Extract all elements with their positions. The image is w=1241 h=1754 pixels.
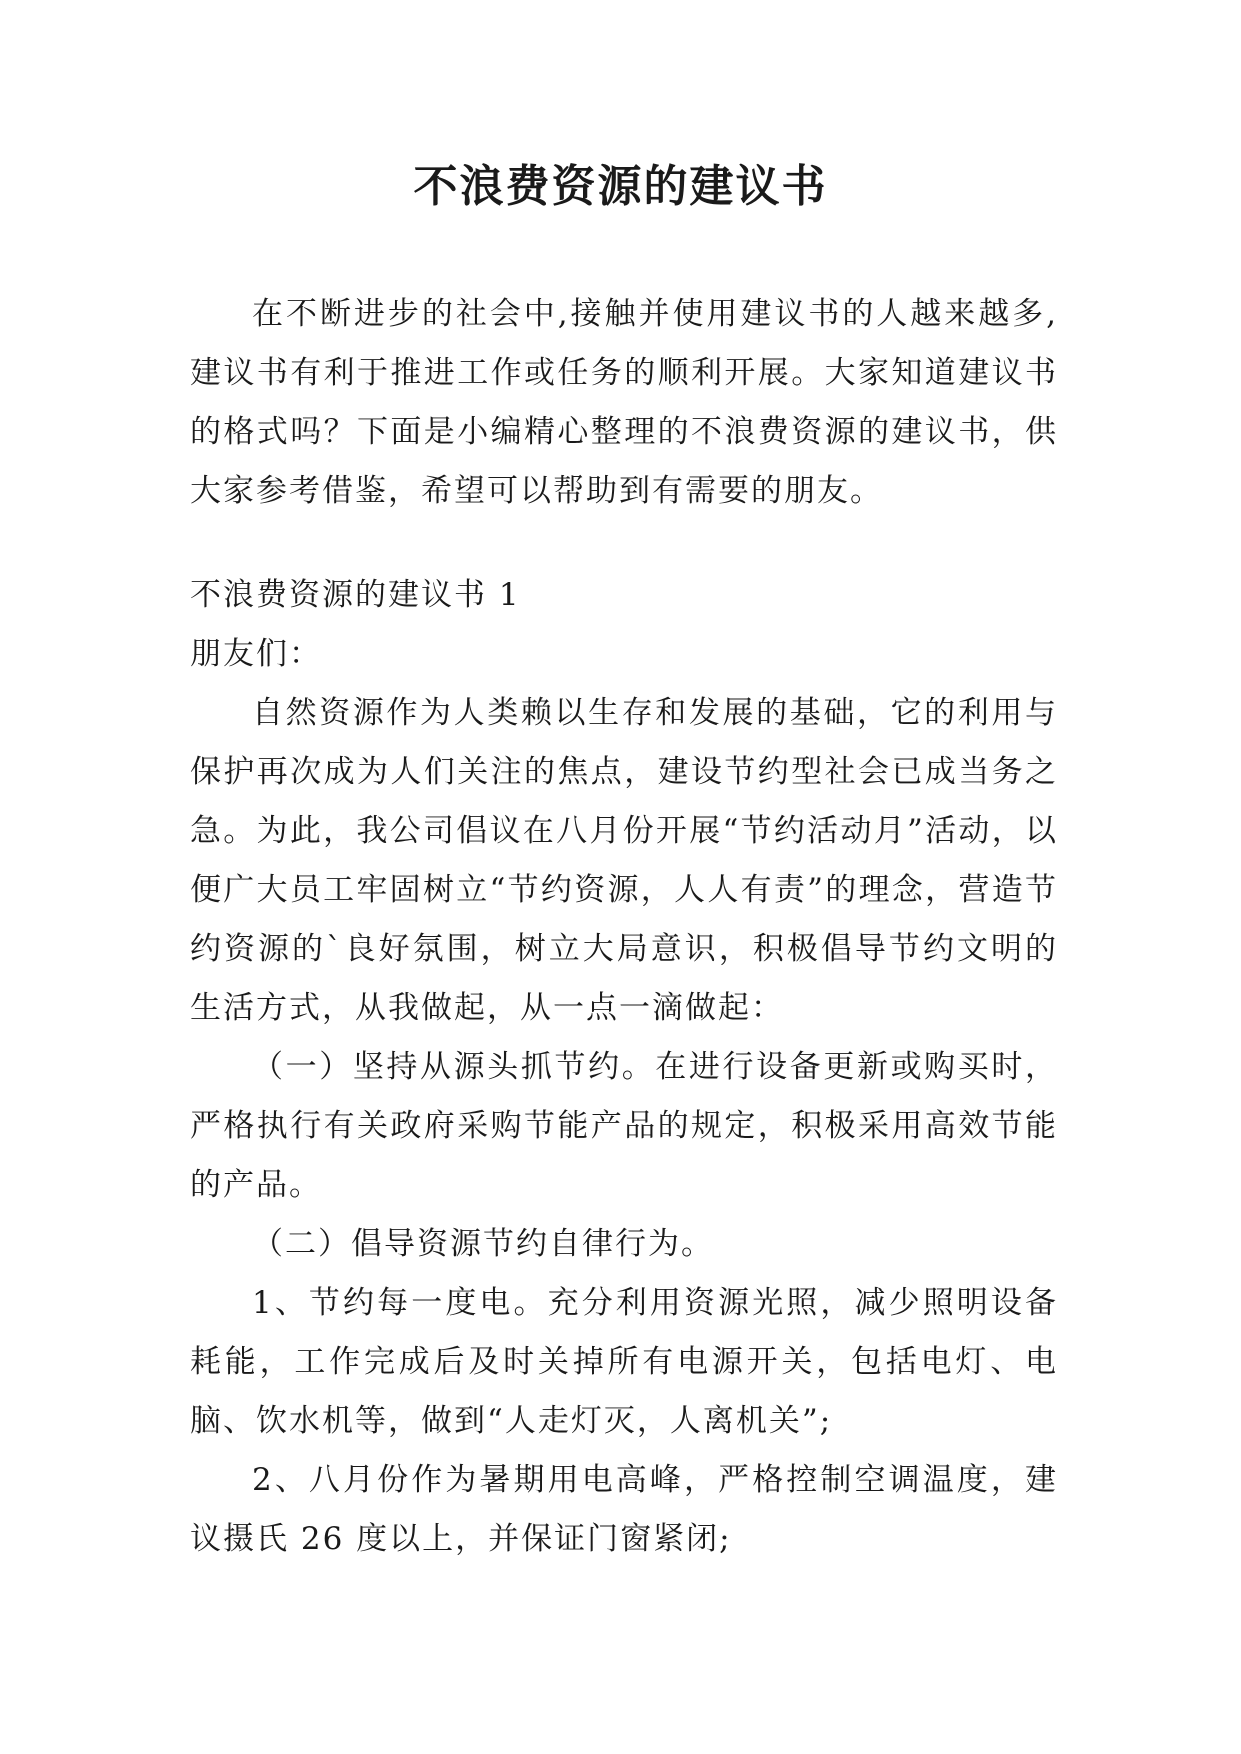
body-paragraph-2: （一）坚持从源头抓节约。在进行设备更新或购买时，严格执行有关政府采购节能产品的规定，积极采用高效节能的产品。	[190, 1049, 1058, 1203]
body-paragraph-5: 2、八月份作为暑期用电高峰，严格控制空调温度，建议摄氏 26 度以上，并保证门窗紧闭;	[190, 1462, 1058, 1557]
salutation: 朋友们：	[190, 636, 322, 672]
body-paragraph-4: 1、节约每一度电。充分利用资源光照，减少照明设备耗能，工作完成后及时关掉所有电源开关，包括电灯、电脑、饮水机等，做到“人走灯灭，人离机关”;	[190, 1285, 1058, 1439]
document-body	[190, 285, 1058, 1569]
document-title: 不浪费资源的建议书	[413, 161, 828, 212]
intro-paragraph: 在不断进步的社会中,接触并使用建议书的人越来越多,建议书有利于推进工作或任务的顺利开展。大家知道建议书的格式吗？下面是小编精心整理的不浪费资源的建议书，供大家参考借鉴，希望可以帮助到有需要的朋友。	[190, 296, 1058, 509]
section-title: 不浪费资源的建议书 1	[190, 577, 521, 613]
body-paragraph-1: 自然资源作为人类赖以生存和发展的基础，它的利用与保护再次成为人们关注的焦点，建设节约型社会已成当务之急。为此，我公司倡议在八月份开展“节约活动月”活动，以便广大员工牢固树立“节约资源，人人有责”的理念，营造节约资源的`良好氛围，树立大局意识，积极倡导节约文明的生活方式，从我做起，从一点一滴做起：	[190, 695, 1058, 1026]
body-paragraph-3: （二）倡导资源节约自律行为。	[252, 1226, 714, 1262]
